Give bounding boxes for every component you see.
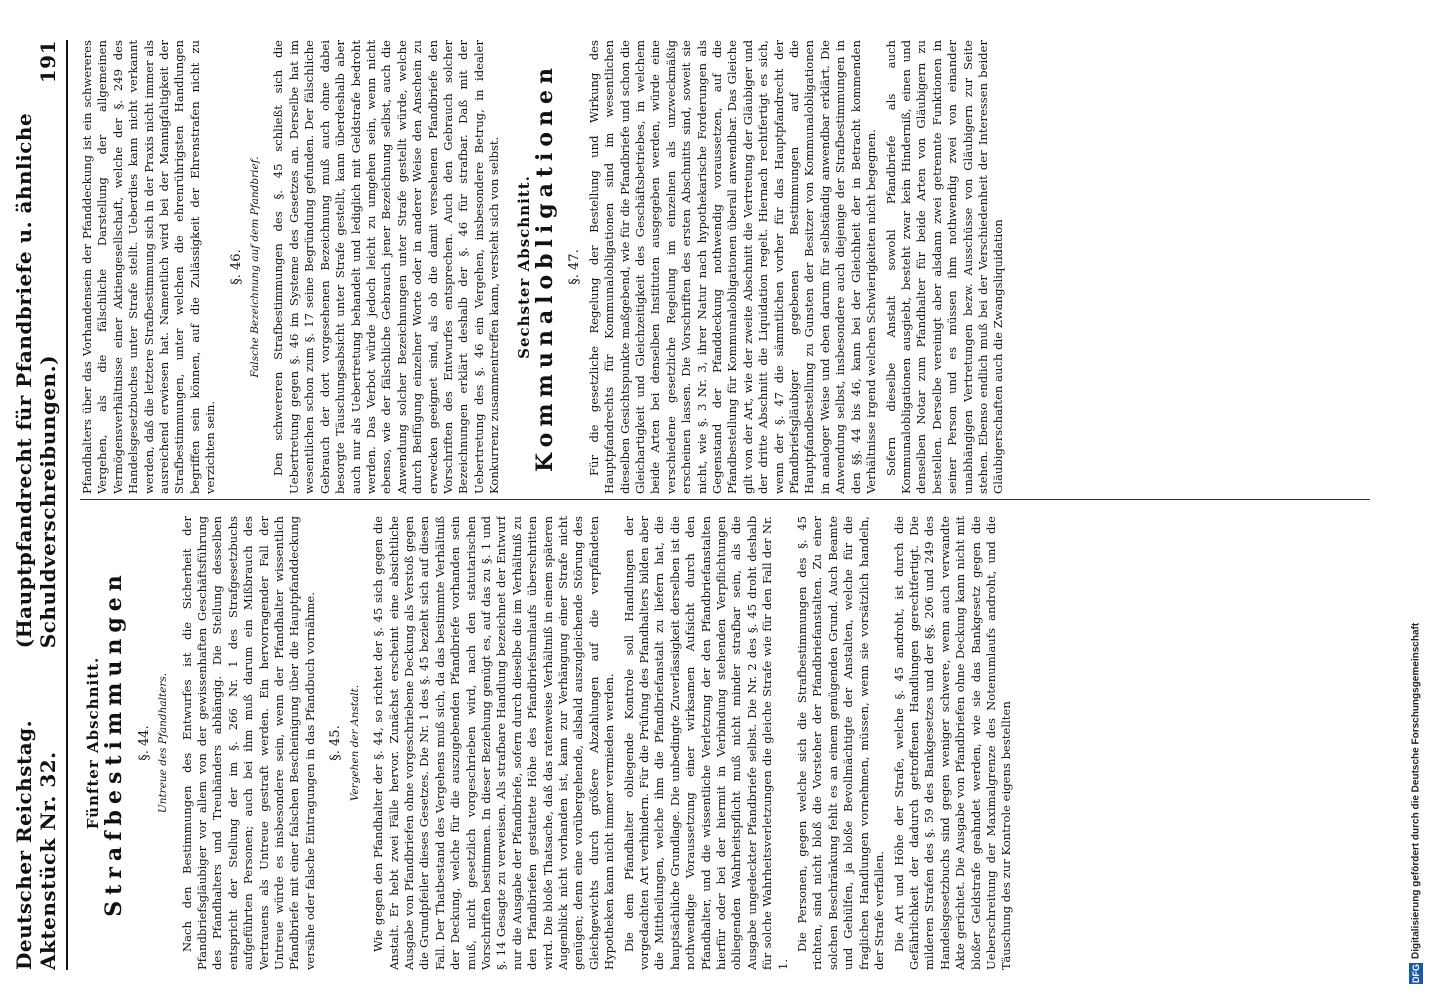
paragraph-44-number: §. 44. xyxy=(136,725,152,761)
section-label-6: Sechster Abschnitt. xyxy=(514,175,533,359)
header-center: (Hauptpfandrecht für Pfandbriefe u. ähnliche Schuldverschreibungen.) xyxy=(12,112,60,649)
continued-text: Pfandhalters über das Vorhandensein der Pfanddeckung ist ein schwereres Vergehen, als die fälschliche Darstellung der allgemeinen Vermögensverhältnisse einer Aktiengesellschaft, welche der §. 249 des Handelsgesetzbuches unter Strafe stellt. Ueberdies kann nicht verkannt werden, daß die letztere Strafbestimmung sich in der Praxis nicht immer als ausreichend erwiesen hat. Namentlich wird bei der Mannigfaltigkeit der Strafbestimmungen, unter welchen die ehrenrührigsten Handlungen begriffen sein können, auf die Zulässigkeit der Ehrenstrafen nicht zu verzichten sein. xyxy=(80,40,218,494)
section-label-5: Fünfter Abschnitt. xyxy=(84,656,102,830)
dfg-logo: DFG xyxy=(1411,964,1421,983)
credit-text: Digitalisierung gefördert durch die Deutsche Forschungsgemeinschaft xyxy=(1410,622,1422,959)
paragraph-45-text-2: Die dem Pfandhalter obliegende Kontrole soll Handlungen der vorgedachten Art verhindern. Für die Prüfung des Pfandhalters bilden aber die Mittheilungen, welche ihm die Pfandbriefanstalt zu liefern hat, die hauptsächliche Grundlage. Die unbedingte Zuverlässigkeit derselben ist die nothwendige Voraussetzung einer wirksamen Aufsicht durch den Pfandhalter, und die wissentliche Verletzung der den Pfandbriefanstalten hierfür oder bei der hiermit in Verbindung stehenden Verpflichtungen obliegenden Wahrheitspflicht muß nicht minder strafbar sein, als die Ausgabe ungedeckter Pfandbriefe selbst. Die Nr. 2 des §. 45 droht deshalb für solche Wahrheitsverletzungen die gleiche Strafe wie für den Fall der Nr. 1. xyxy=(621,516,790,970)
paragraph-47-text-2: Sofern dieselbe Anstalt sowohl Pfandbriefe als auch Kommunalobligationen ausgiebt, besteht zwar kein Hinderniß, einen und denselben Notar zum Pfandhalter für beide Arten von Gläubigern zu bestellen. Derselbe vereinigt aber alsdann zwei getrennte Funktionen in seiner Person und es müssen ihm nothwendig zwei von einander unabhängigen Vertretungen bezw. Ausschüsse von Gläubigern zur Seite stehen. Ebenso endlich muß bei der Verschiedenheit der Interessen beider Gläubigerschaften auch die Zwangsliquidation xyxy=(883,40,1006,494)
paragraph-47-number: §. 47. xyxy=(567,249,583,285)
right-column xyxy=(80,40,1370,494)
paragraph-44-text: Nach den Bestimmungen des Entwurfes ist die Sicherheit der Pfandbriefsgläubiger vor allem von der gewissenhaften Geschäftsführung des Pfandhalters und Treuhänders abhängig. Die Stellung desselben entspricht der Stellung der im §. 266 Nr. 1 des Strafgesetzbuchs aufgeführten Personen; auch bei ihm muß darum ein Mißbrauch des Vertrauens als Untreue gestraft werden. Ein hervorragender Fall der Untreue würde es insbesondere sein, wenn der Pfandhalter wissentlich Pfandbriefe mit einer falschen Bescheinigung über die Hauptpfanddeckung versähe oder falsche Eintragungen in das Pfandbuch vornähme. xyxy=(179,516,317,970)
header-left: Deutscher Reichstag. Aktenstück Nr. 32. xyxy=(12,719,60,970)
paragraph-47-text-1: Für die gesetzliche Regelung der Bestellung und Wirkung des Hauptpfandrechts für Kommunalobligationen sind im wesentlichen dieselben Gesichtspunkte maßgebend, wie für die Pfandbriefe und schon die Gleichartigkeit und Gleichzeitigkeit des Geschäftsbetriebes, in welchem beide Arten bei denselben Instituten ausgegeben werden, würde eine verschiedene gesetzliche Regelung im einzelnen als unzweckmäßig erscheinen lassen. Die Vorschriften des ersten Abschnitts sind, soweit sie nicht, wie §. 3 Nr. 3, ihrer Natur nach hypothekarische Forderungen als Gegenstand der Pfanddeckung nothwendig voraussetzen, auf die Pfandbestellung für Kommunalobligationen überall anwendbar. Das Gleiche gilt von der Art, wie der zweite Abschnitt die Vertretung der Gläubiger und der dritte Abschnitt die Liquidation regelt. Hiernach rechtfertigt es sich, wenn der §. 47 die sämmtlichen vorher für das Hauptpfandrecht der Pfandbriefsgläubiger gegebenen Bestimmungen auf die Hauptpfandbestellung zu Gunsten der Besitzer von Kommunalobligationen in analoger Weise und eben darum für selbständig anwendbar erklärt. Die Anwendung selbst, insbesondere auch diejenige der Strafbestimmungen in den §§. 44 bis 46, kann bei der Gleichheit der in Betracht kommenden Verhältnisse irgend welchen Schwierigkeiten nicht begegnen. xyxy=(586,40,879,494)
digitization-credit xyxy=(1408,24,1424,984)
page-header xyxy=(12,40,60,970)
section-title-6: Kommunalobligationen xyxy=(531,61,558,473)
paragraph-45-text-3: Die Personen, gegen welche sich die Strafbestimmungen des §. 45 richten, sind nicht bloß die Vorsteher der Pfandbriefanstalten. Zu einer solchen Beschränkung fehlt es an einem genügenden Grund. Auch Beamte und Gehülfen, ja bloße Bevollmächtigte der Anstalten, welche für die fraglichen Handlungen vornehmen, müssen, wenn sie vorsätzlich handeln, der Strafe verfallen. xyxy=(795,516,887,970)
paragraph-45-number: §. 45. xyxy=(328,725,344,761)
paragraph-45-text-4: Die Art und Höhe der Strafe, welche §. 45 androht, ist durch die Gefährlichkeit der dadurch getroffenen Handlungen gerechtfertigt. Die milderen Strafen des §. 59 des Bankgesetzes und der §§. 206 und 249 des Handelsgesetzbuchs sind gegen weniger schwere, wenn auch verwandte Akte gerichtet. Die Ausgabe von Pfandbriefen ohne Deckung kann nicht mit bloßer Geldstrafe geahndet werden, wie sie das Bankgesetz gegen die Ueberschreitung der Maximalgrenze des Notenumlaufs androht, und die Täuschung des zur Kontrole eigens bestellten xyxy=(891,516,1014,970)
section-title-5: Strafbestimmungen xyxy=(101,569,128,917)
header-rule xyxy=(66,40,68,970)
paragraph-46-number: §. 46. xyxy=(228,249,244,285)
left-column xyxy=(80,516,1370,970)
page-number: 191 xyxy=(36,40,60,84)
paragraph-44-heading: Untreue des Pfandhalters. xyxy=(157,672,170,814)
text-columns xyxy=(80,40,1370,970)
paragraph-45-heading: Vergehen der Anstalt. xyxy=(348,684,361,802)
paragraph-45-text-1: Wie gegen den Pfandhalter der §. 44, so richtet der §. 45 sich gegen die Anstalt. Er hebt zwei Fälle hervor. Zunächst erscheint eine absichtliche Ausgabe von Pfandbriefen ohne vorgeschriebene Deckung als Verstoß gegen die Grundpfeiler dieses Gesetzes. Die Nr. 1 des §. 45 bezieht sich auf diesen Fall. Der Thatbestand des Vergehens muß sich, da das bestimmte Verhältniß der Deckung, welche für die auszugebenden Pfandbriefe vorhanden sein muß, nicht gesetzlich vorgeschrieben wird, nach den statutarischen Vorschriften bestimmen. In dieser Beziehung genügt es, auf das zu §. 1 und §. 14 Gesagte zu verweisen. Als strafbare Handlung bezeichnet der Entwurf nur die Ausgabe der Pfandbriefe, sofern durch dieselbe die im Verhältniß zu den Pfandbriefen gestattete Höhe des Pfandbriefsumlaufs überschritten wird. Die bloße Thatsache, daß das ratenweise Verhältniß in einem späteren Augenblick nicht vorhanden ist, kann zur Verhängung einer Strafe nicht genügen; denn eine vorübergehende, alsbald auszugleichende Störung des Gleichgewichts durch größere Abzahlungen auf die verpfändeten Hypotheken kann nicht immer vermieden werden. xyxy=(371,516,617,970)
paragraph-46-heading: Falsche Bezeichnung auf dem Pfandbrief. xyxy=(249,156,262,378)
paragraph-46-text: Den schwereren Strafbestimmungen des §. 45 schließt sich die Uebertretung gegen §. 46 im Systeme des Gesetzes an. Derselbe hat im wesentlichen schon zum §. 17 seine Begründung gefunden. Der fälschliche Gebrauch der dort vorgesehenen Bezeichnung muß auch ohne dabei besorgte Täuschungsabsicht unter Strafe gestellt, kann überdeshalb aber auch nur als Uebertretung behandelt und lediglich mit Geldstrafe bedroht werden. Das Verbot würde jedoch leicht zu umgehen sein, wenn nicht ebenso, wie der fälschliche Gebrauch jener Bezeichnung selbst, auch die Anwendung solcher Bezeichnungen unter Strafe gestellt würde, welche durch Beifügung einzelner Worte oder in anderer Weise den Anschein zu erwecken geeignet sind, als ob die damit versehenen Pfandbriefe den Vorschriften des Entwurfes entsprechen. Auch den Gebrauch solcher Bezeichnungen erklärt deshalb der §. 46 für strafbar. Daß mit der Uebertretung des §. 46 ein Vergehen, insbesondere Betrug, in idealer Konkurrenz zusammentreffen kann, versteht sich von selbst. xyxy=(271,40,502,494)
